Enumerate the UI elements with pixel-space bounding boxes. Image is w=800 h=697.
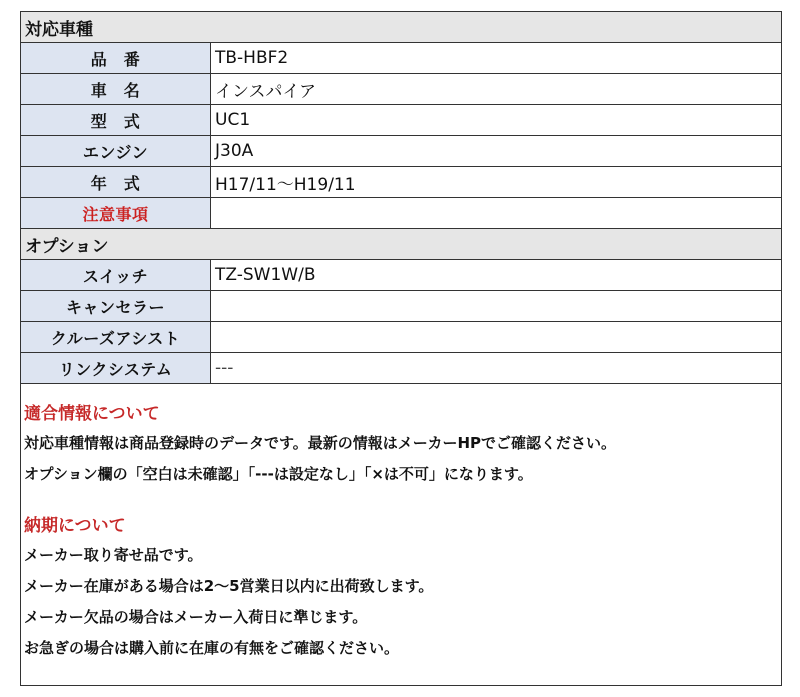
spec-table (20, 11, 782, 384)
year-label: 年 式 (21, 167, 211, 198)
table-row (21, 322, 782, 353)
delivery-line: メーカー欠品の場合はメーカー入荷日に準じます。 (24, 608, 368, 626)
section-spacer (24, 490, 774, 512)
link-system-label: リンクシステム (21, 353, 211, 384)
table-row (21, 198, 782, 229)
delivery-line: お急ぎの場合は購入前に在庫の有無をご確認ください。 (24, 639, 400, 657)
caution-value (211, 198, 782, 229)
option-section-header (21, 229, 782, 260)
fit-info-line: オプション欄の「空白は未確認」「---は設定なし」「×は不可」になります。 (24, 465, 533, 483)
vehicle-section-header (21, 12, 782, 43)
delivery-line: メーカー取り寄せ品です。 (24, 546, 203, 564)
option-section-title: オプション (21, 229, 782, 260)
delivery-line: メーカー在庫がある場合は2〜5営業日以内に出荷致します。 (24, 577, 434, 595)
canceller-value (211, 291, 782, 322)
table-row (21, 260, 782, 291)
table-row (21, 43, 782, 74)
fit-info-title: 適合情報について (24, 404, 160, 424)
table-row (21, 136, 782, 167)
notes-section (24, 400, 774, 664)
table-row (21, 74, 782, 105)
link-system-value: --- (211, 353, 782, 384)
caution-label: 注意事項 (21, 198, 211, 229)
part-number-value: TB-HBF2 (211, 43, 782, 74)
table-row (21, 105, 782, 136)
year-value: H17/11〜H19/11 (211, 167, 782, 198)
model-code-value: UC1 (211, 105, 782, 136)
table-row (21, 353, 782, 384)
car-name-label: 車 名 (21, 74, 211, 105)
canceller-label: キャンセラー (21, 291, 211, 322)
cruise-assist-label: クルーズアシスト (21, 322, 211, 353)
vehicle-section-title: 対応車種 (21, 12, 782, 43)
table-row (21, 291, 782, 322)
car-name-value: インスパイア (211, 74, 782, 105)
switch-value: TZ-SW1W/B (211, 260, 782, 291)
switch-label: スイッチ (21, 260, 211, 291)
engine-value: J30A (211, 136, 782, 167)
delivery-title: 納期について (24, 516, 126, 536)
table-row (21, 167, 782, 198)
cruise-assist-value (211, 322, 782, 353)
part-number-label: 品 番 (21, 43, 211, 74)
engine-label: エンジン (21, 136, 211, 167)
fit-info-line: 対応車種情報は商品登録時のデータです。最新の情報はメーカーHPでご確認ください。 (24, 434, 617, 452)
model-code-label: 型 式 (21, 105, 211, 136)
